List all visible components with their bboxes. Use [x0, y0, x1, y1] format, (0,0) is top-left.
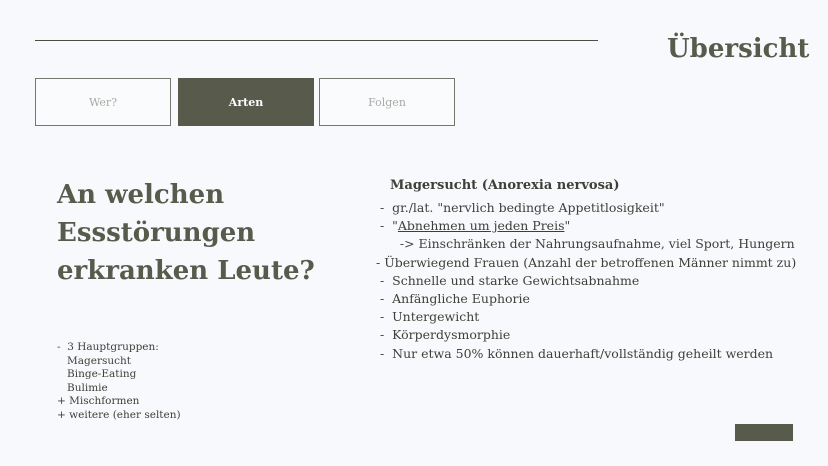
list-item — [376, 217, 796, 235]
question-heading — [57, 176, 327, 290]
disorder-groups-list — [57, 341, 181, 423]
list-item: - Nur etwa 50% können dauerhaft/vollständig geheilt werden — [376, 345, 774, 361]
tab-wer[interactable]: Wer? — [35, 78, 171, 126]
list-item: - Untergewicht — [376, 309, 480, 325]
tab-arten[interactable]: Arten — [178, 78, 314, 126]
list-item: Magersucht — [57, 354, 131, 367]
tab-folgen[interactable]: Folgen — [319, 78, 455, 126]
quote-link[interactable]: Abnehmen um jeden Preis — [397, 218, 565, 234]
anorexia-details-list — [376, 199, 796, 363]
question-line: erkranken Leute? — [57, 256, 315, 286]
list-item: - Körperdysmorphie — [376, 327, 511, 343]
top-divider — [35, 40, 598, 41]
footer-accent-block — [735, 424, 793, 441]
list-item: -> Einschränken der Nahrungsaufnahme, viel Sport, Hungern — [376, 236, 795, 252]
question-line: Essstörungen — [57, 218, 256, 248]
list-item: - Überwiegend Frauen (Anzahl der betroffenen Männer nimmt zu) — [376, 254, 797, 270]
list-item: + weitere (eher selten) — [57, 408, 181, 421]
question-line: An welchen — [57, 180, 225, 210]
quote-suffix: " — [564, 218, 571, 234]
list-item: Binge-Eating — [57, 368, 137, 381]
list-item: - Anfängliche Euphorie — [376, 291, 530, 307]
list-item: Bulimie — [57, 381, 108, 394]
list-item: - Schnelle und starke Gewichtsabnahme — [376, 272, 640, 288]
list-item: - 3 Hauptgruppen: — [57, 341, 159, 353]
quote-prefix: - " — [376, 218, 398, 234]
page-title: Übersicht — [667, 34, 810, 64]
list-item: + Mischformen — [57, 395, 140, 408]
list-item: - gr./lat. "nervlich bedingte Appetitlosigkeit" — [376, 200, 665, 215]
anorexia-heading: Magersucht (Anorexia nervosa) — [390, 178, 620, 193]
